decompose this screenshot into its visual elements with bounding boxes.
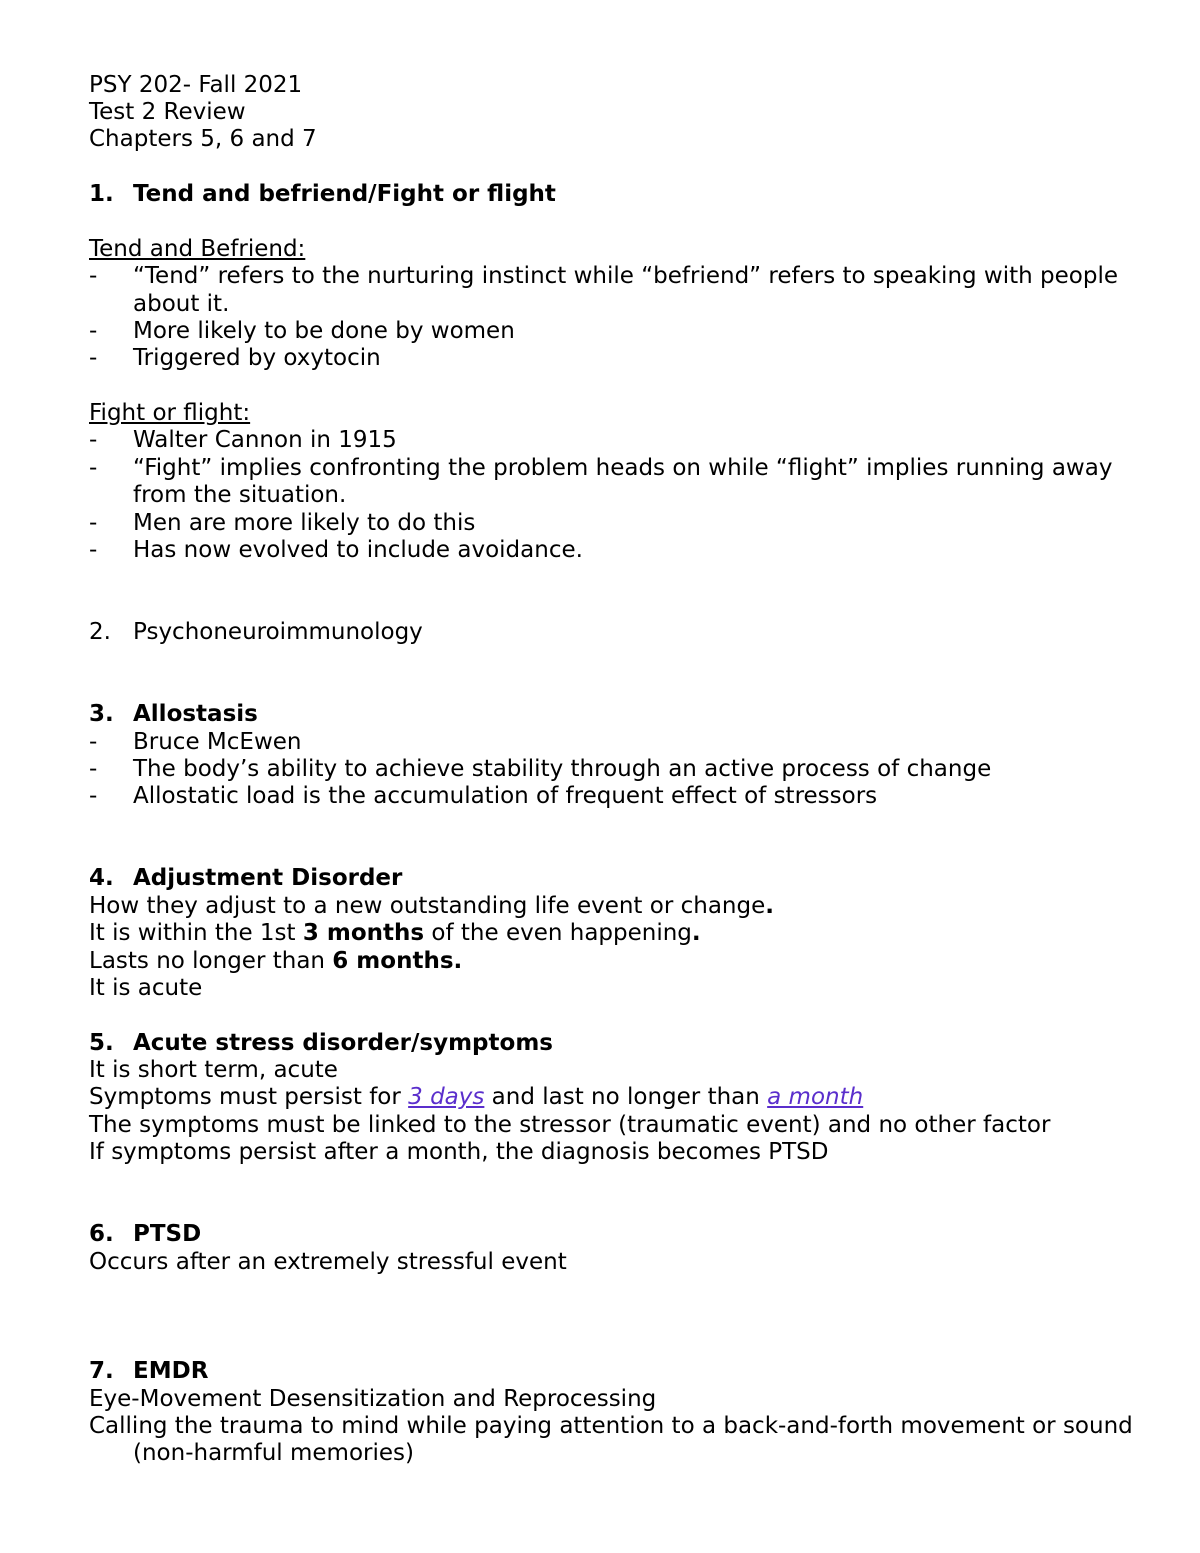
emdr-line-2: Calling the trauma to mind while paying attention to a back-and-forth movement or sound xyxy=(89,1413,1133,1439)
bold-duration: 6 months. xyxy=(332,948,463,974)
bullet: - xyxy=(89,318,98,344)
course-title: PSY 202- Fall 2021 xyxy=(89,72,303,98)
ptsd-line-1: Occurs after an extremely stressful event xyxy=(89,1249,567,1275)
bullet: - xyxy=(89,455,98,481)
text: It is within the 1st xyxy=(89,920,303,946)
adjustment-line-4: It is acute xyxy=(89,975,203,1001)
bullet: - xyxy=(89,729,98,755)
section-2-heading: Psychoneuroimmunology xyxy=(133,619,423,645)
section-7-number: 7. xyxy=(89,1358,114,1384)
section-1-heading: Tend and befriend/Fight or flight xyxy=(133,181,556,207)
list-item-continuation: about it. xyxy=(133,291,230,317)
section-3-heading: Allostasis xyxy=(133,701,258,727)
bullet: - xyxy=(89,510,98,536)
period: . xyxy=(691,920,701,946)
list-item: Men are more likely to do this xyxy=(133,510,476,536)
bullet: - xyxy=(89,756,98,782)
emdr-line-1: Eye-Movement Desensitization and Reprocessing xyxy=(89,1386,657,1412)
list-item: Has now evolved to include avoidance. xyxy=(133,537,583,563)
list-item-continuation: from the situation. xyxy=(133,482,347,508)
list-item: “Fight” implies confronting the problem heads on while “flight” implies running away xyxy=(133,455,1113,481)
list-item: Allostatic load is the accumulation of frequent effect of stressors xyxy=(133,783,878,809)
bullet: - xyxy=(89,427,98,453)
acute-line-4: If symptoms persist after a month, the diagnosis becomes PTSD xyxy=(89,1139,829,1165)
adjustment-line-2 xyxy=(89,919,701,947)
acute-line-3: The symptoms must be linked to the stressor (traumatic event) and no other factor xyxy=(89,1112,1051,1138)
section-2-number: 2. xyxy=(89,619,111,645)
list-item: Walter Cannon in 1915 xyxy=(133,427,397,453)
bullet: - xyxy=(89,263,98,289)
text: How they adjust to a new outstanding life event or change xyxy=(89,893,766,919)
adjustment-line-1 xyxy=(89,892,774,920)
section-7-heading: EMDR xyxy=(133,1358,209,1384)
tend-befriend-subheading: Tend and Befriend: xyxy=(89,236,306,262)
adjustment-line-3 xyxy=(89,947,462,975)
section-5-heading: Acute stress disorder/symptoms xyxy=(133,1030,553,1056)
doc-title: Test 2 Review xyxy=(89,99,246,125)
text: Lasts no longer than xyxy=(89,948,333,974)
emdr-line-3: (non-harmful memories) xyxy=(133,1440,414,1466)
list-item: “Tend” refers to the nurturing instinct while “befriend” refers to speaking with people xyxy=(133,263,1119,289)
period: . xyxy=(765,893,774,919)
section-4-number: 4. xyxy=(89,865,114,891)
list-item: Bruce McEwen xyxy=(133,729,302,755)
section-3-number: 3. xyxy=(89,701,114,727)
three-days-link[interactable]: 3 days xyxy=(408,1084,485,1110)
bullet: - xyxy=(89,537,98,563)
list-item: Triggered by oxytocin xyxy=(133,345,381,371)
text: Symptoms must persist for xyxy=(89,1084,409,1110)
section-5-number: 5. xyxy=(89,1030,114,1056)
a-month-link[interactable]: a month xyxy=(767,1084,864,1110)
fight-flight-subheading: Fight or flight: xyxy=(89,400,251,426)
acute-line-1: It is short term, acute xyxy=(89,1057,338,1083)
bold-duration: 3 months xyxy=(302,920,425,946)
text: and last no longer than xyxy=(484,1084,768,1110)
acute-line-2 xyxy=(89,1083,863,1111)
section-4-heading: Adjustment Disorder xyxy=(133,865,403,891)
bullet: - xyxy=(89,783,98,809)
text: of the even happening xyxy=(424,920,692,946)
section-6-heading: PTSD xyxy=(133,1221,202,1247)
section-1-number: 1. xyxy=(89,181,114,207)
bullet: - xyxy=(89,345,98,371)
list-item: More likely to be done by women xyxy=(133,318,515,344)
section-6-number: 6. xyxy=(89,1221,114,1247)
chapters-line: Chapters 5, 6 and 7 xyxy=(89,126,317,152)
list-item: The body’s ability to achieve stability through an active process of change xyxy=(133,756,992,782)
